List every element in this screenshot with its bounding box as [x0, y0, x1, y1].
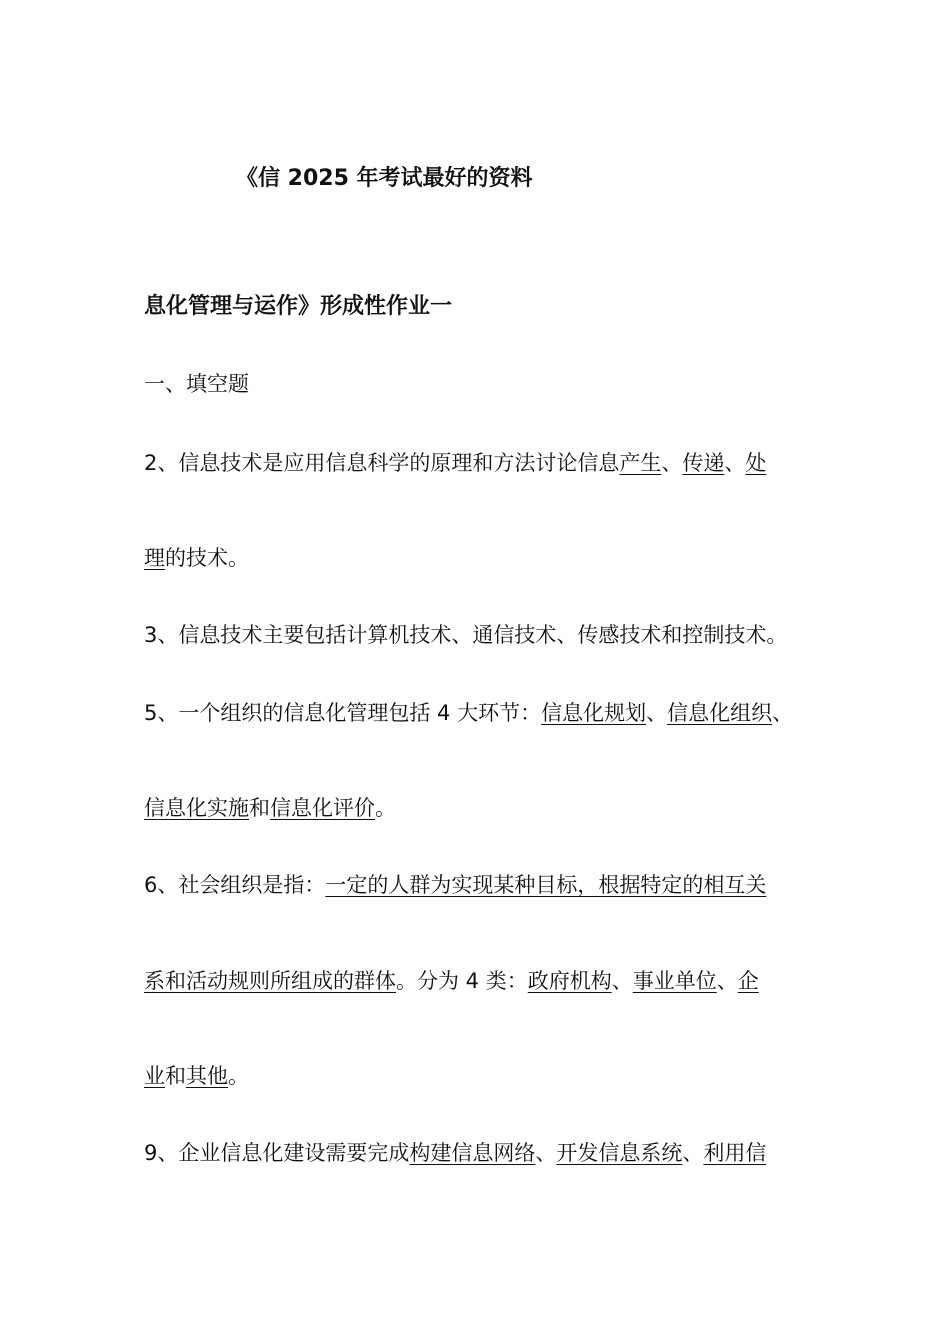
question-5-suffix: 。 [375, 796, 396, 820]
question-2-line-2 [144, 543, 249, 573]
answer-blank: 传递 [682, 451, 725, 475]
answer-blank: 信息化规划 [541, 701, 647, 725]
separator: 、 [661, 451, 683, 475]
question-6-suffix: 。 [228, 1064, 249, 1088]
answer-blank: 产生 [619, 451, 662, 475]
question-5-line-2 [144, 793, 396, 823]
answer-blank: 信息化组织 [667, 701, 773, 725]
answer-blank: 其他 [186, 1064, 228, 1088]
section-heading: 一、填空题 [144, 372, 249, 396]
answer-blank: 信息化实施 [144, 796, 249, 820]
question-6-prefix: 6、社会组织是指： [144, 873, 326, 897]
question-2-suffix: 的技术。 [165, 546, 249, 570]
answer-blank: 处 [745, 451, 767, 475]
separator: 、 [646, 701, 668, 725]
answer-blank: 事业单位 [632, 969, 717, 993]
question-6-line-3 [144, 1061, 249, 1091]
answer-blank: 利用信 [703, 1141, 767, 1165]
answer-blank: 企 [737, 969, 759, 993]
answer-blank: 业 [144, 1064, 165, 1088]
question-5-prefix: 5、一个组织的信息化管理包括 4 大环节： [144, 701, 542, 725]
question-6-line-1 [144, 870, 766, 900]
question-9-prefix: 9、企业信息化建设需要完成 [144, 1141, 410, 1165]
answer-blank: 政府机构 [527, 969, 612, 993]
answer-blank: 理 [144, 546, 165, 570]
separator: 、 [724, 451, 746, 475]
separator: 、 [716, 969, 738, 993]
separator: 、 [682, 1141, 704, 1165]
question-5-line-1 [144, 698, 793, 728]
question-3: 3、信息技术主要包括计算机技术、通信技术、传感技术和控制技术。 [144, 623, 788, 647]
document-subtitle: 息化管理与运作》形成性作业一 [144, 294, 453, 319]
answer-blank: 开发信息系统 [556, 1141, 683, 1165]
answer-blank: 构建信息网络 [409, 1141, 536, 1165]
separator: 、 [611, 969, 633, 993]
connector-text: 和 [249, 796, 270, 820]
separator: 、 [772, 701, 794, 725]
question-2-prefix: 2、信息技术是应用信息科学的原理和方法讨论信息 [144, 451, 620, 475]
question-9-line-1 [144, 1138, 766, 1168]
answer-blank: 系和活动规则所组成的群体 [144, 969, 396, 993]
answer-blank: 信息化评价 [270, 796, 375, 820]
separator: 、 [535, 1141, 557, 1165]
answer-blank: 一定的人群为实现某种目标，根据特定的相互关 [325, 873, 767, 897]
connector-text: 和 [165, 1064, 186, 1088]
question-2-line-1 [144, 448, 766, 478]
connector-text: 。分为 4 类： [396, 969, 528, 993]
question-6-line-2 [144, 966, 759, 996]
document-title: 《信 2025 年考试最好的资料 [236, 166, 533, 191]
